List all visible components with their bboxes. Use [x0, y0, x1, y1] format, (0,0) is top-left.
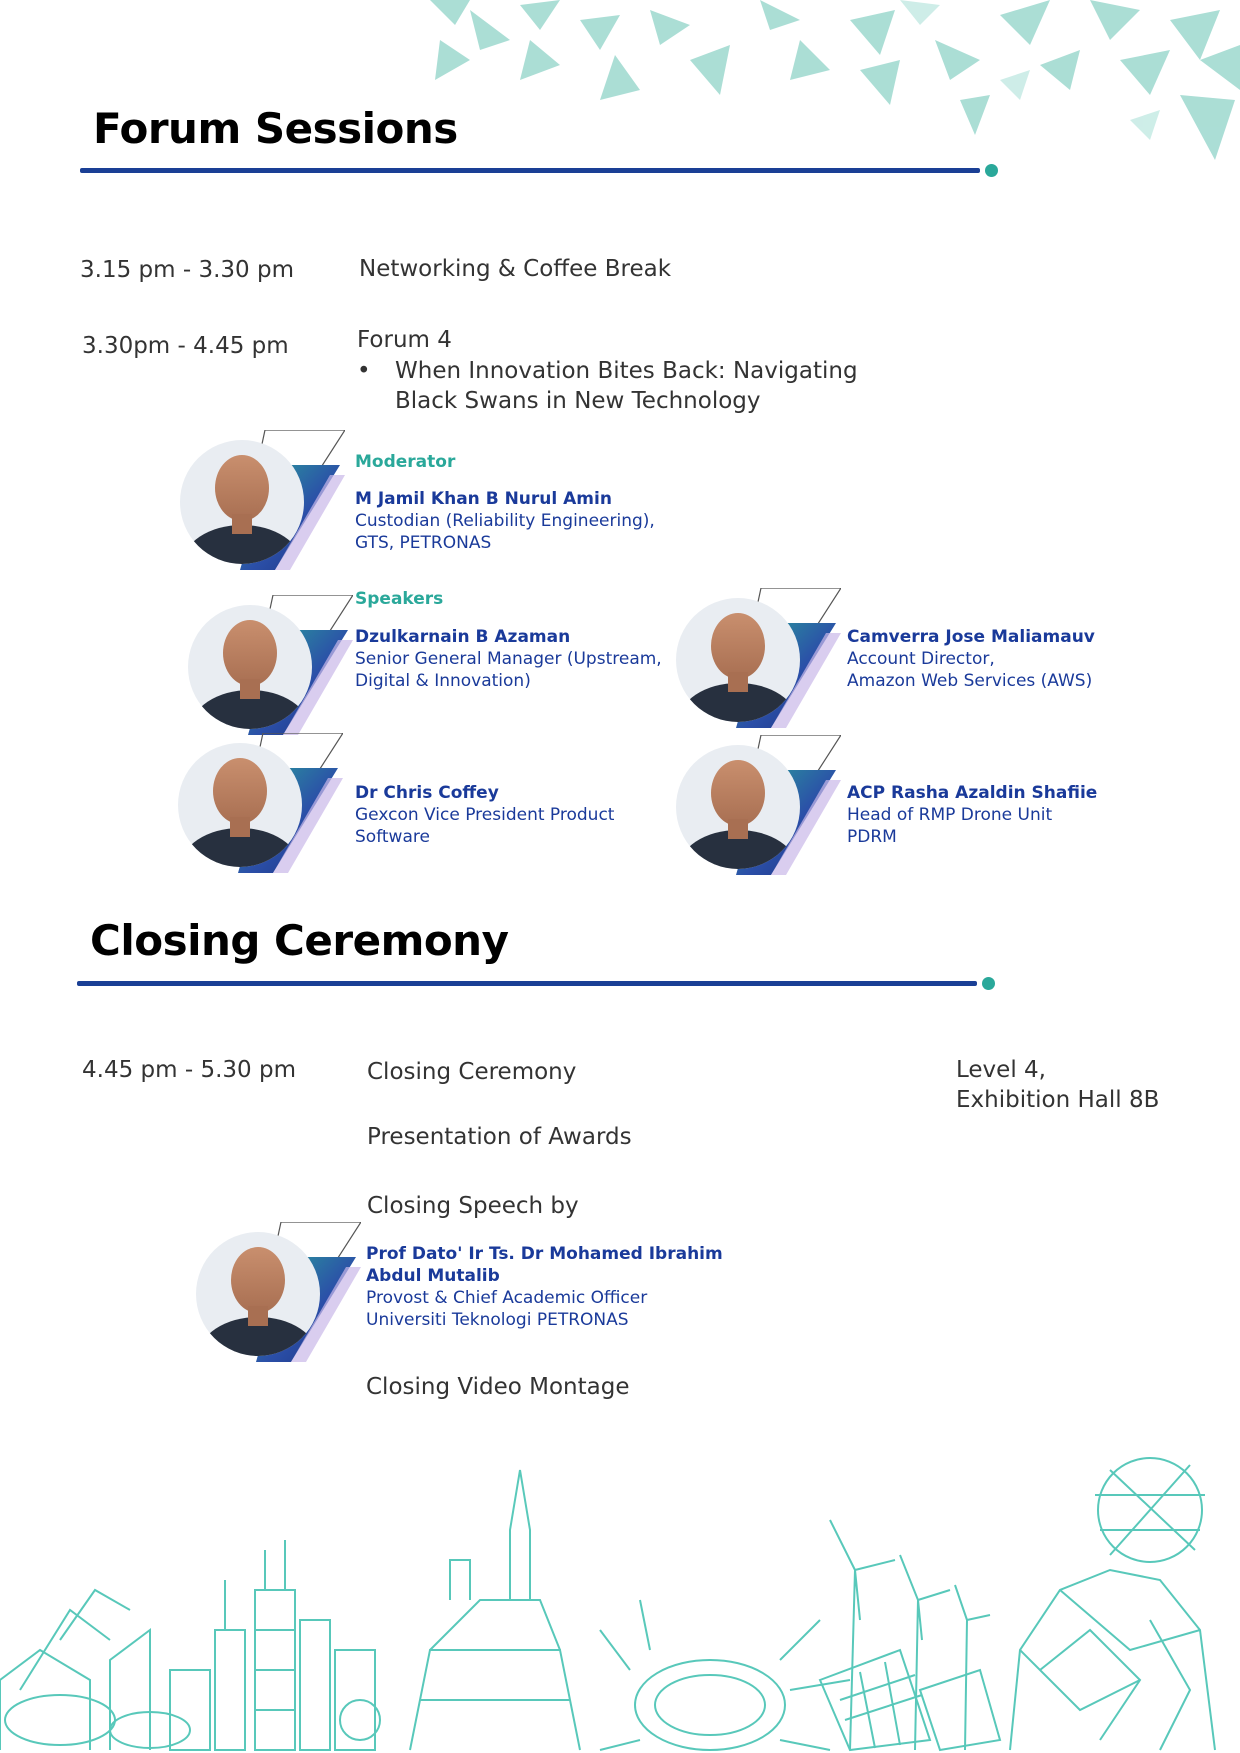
speaker-2-name: Camverra Jose Maliamauv	[847, 627, 1095, 647]
moderator-desc-1: Custodian (Reliability Engineering),	[355, 511, 655, 531]
closing-heading-rule	[77, 981, 977, 986]
speaker-1-desc-1: Senior General Manager (Upstream,	[355, 649, 662, 669]
closing-item-2: Presentation of Awards	[367, 1124, 632, 1150]
forum-topic-line-2: Black Swans in New Technology	[395, 388, 761, 414]
slot-2-title: Forum 4	[357, 327, 452, 353]
speaker-1-photo	[188, 595, 353, 735]
closing-item-1: Closing Ceremony	[367, 1059, 577, 1085]
speaker-1-desc-2: Digital & Innovation)	[355, 671, 531, 691]
speaker-4-desc-2: PDRM	[847, 827, 897, 847]
forum-topic-line-1: When Innovation Bites Back: Navigating	[395, 358, 858, 384]
moderator-label: Moderator	[355, 452, 456, 472]
moderator-photo	[180, 430, 345, 570]
closing-speaker-name-2: Abdul Mutalib	[366, 1266, 500, 1286]
speaker-3-photo	[178, 733, 343, 873]
closing-time: 4.45 pm - 5.30 pm	[82, 1057, 296, 1083]
slot-2-time: 3.30pm - 4.45 pm	[82, 333, 289, 359]
speaker-1-name: Dzulkarnain B Azaman	[355, 627, 571, 647]
speaker-4-name: ACP Rasha Azaldin Shafiie	[847, 783, 1098, 803]
closing-speaker-name-1: Prof Dato' Ir Ts. Dr Mohamed Ibrahim	[366, 1244, 723, 1264]
forum-heading-rule	[80, 168, 980, 173]
closing-speaker-desc-1: Provost & Chief Academic Officer	[366, 1288, 648, 1308]
forum-rule-dot	[985, 164, 998, 177]
speaker-4-photo	[676, 735, 841, 875]
bullet-icon: •	[357, 358, 371, 384]
speaker-1-card	[355, 626, 662, 692]
slot-1-time: 3.15 pm - 3.30 pm	[80, 257, 294, 283]
speaker-2-desc-2: Amazon Web Services (AWS)	[847, 671, 1093, 691]
speakers-label: Speakers	[355, 589, 444, 609]
speaker-3-card	[355, 782, 614, 848]
speaker-2-card	[847, 626, 1095, 692]
speaker-2-desc-1: Account Director,	[847, 649, 995, 669]
decorative-industry-illustration	[0, 1450, 1240, 1753]
closing-ceremony-heading: Closing Ceremony	[90, 916, 509, 965]
moderator-name: M Jamil Khan B Nurul Amin	[355, 489, 612, 509]
moderator-card	[355, 488, 655, 554]
forum-sessions-heading: Forum Sessions	[93, 104, 458, 153]
venue-line-1: Level 4,	[956, 1057, 1046, 1083]
closing-speaker-desc-2: Universiti Teknologi PETRONAS	[366, 1310, 629, 1330]
closing-venue	[956, 1055, 1159, 1115]
speaker-4-card	[847, 782, 1097, 848]
speaker-2-photo	[676, 588, 841, 728]
closing-item-3: Closing Speech by	[367, 1193, 579, 1219]
speaker-4-desc-1: Head of RMP Drone Unit	[847, 805, 1053, 825]
closing-item-4: Closing Video Montage	[366, 1374, 630, 1400]
slot-1-title: Networking & Coffee Break	[359, 256, 672, 282]
closing-rule-dot	[982, 977, 995, 990]
moderator-desc-2: GTS, PETRONAS	[355, 533, 492, 553]
venue-line-2: Exhibition Hall 8B	[956, 1087, 1160, 1113]
forum-topic-bullet	[357, 356, 858, 416]
closing-speaker-card	[366, 1243, 723, 1331]
closing-speaker-photo	[196, 1222, 361, 1362]
speaker-3-desc-1: Gexcon Vice President Product	[355, 805, 615, 825]
speaker-3-desc-2: Software	[355, 827, 430, 847]
speaker-3-name: Dr Chris Coffey	[355, 783, 499, 803]
